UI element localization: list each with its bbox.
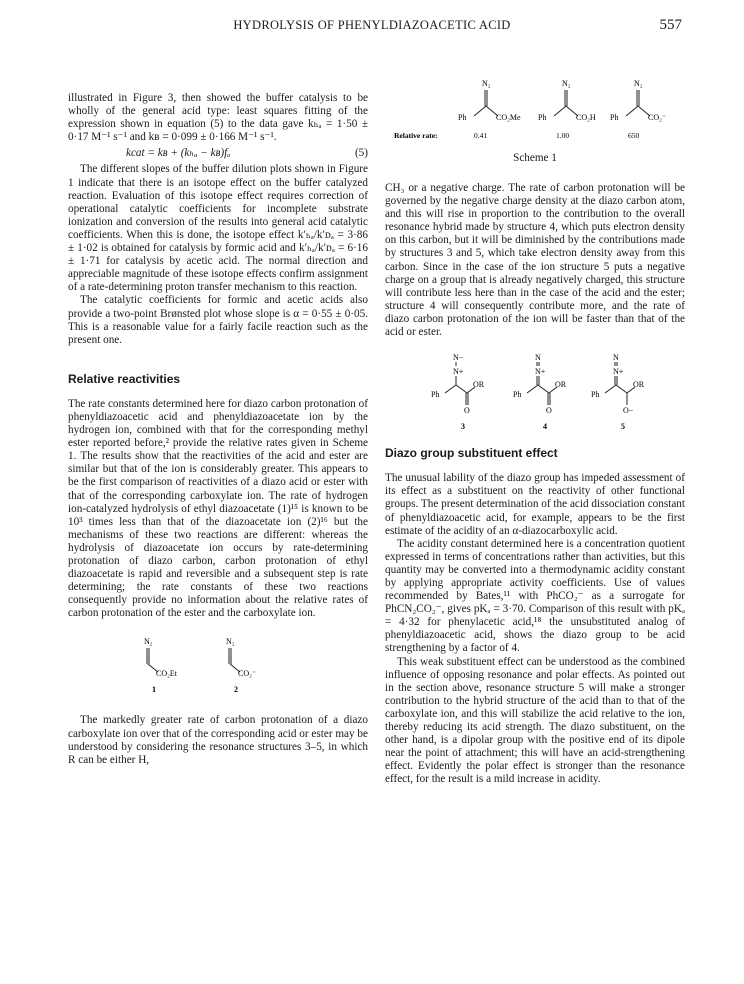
paragraph: The markedly greater rate of carbon protonation of a diazo carboxylate ion over that of the corresponding acid or ester may be understood by considering the resonance structures 3–5, in which R can be either H,: [68, 714, 368, 766]
group-label: CO₂⁻: [648, 113, 667, 122]
rate-value: 0.41: [474, 131, 488, 140]
equation-expression: k⁣cat = kʙ + (kₕₐ − kʙ)fₐ: [126, 147, 231, 160]
paragraph: The different slopes of the buffer dilution plots shown in Figure 1 indicate that there is an isotope effect on the buffer catalyzed reaction. Evaluation of this isotope effect requires correction of operational catalytic coefficients for incomplete substrate ionization and conversion of the results into general acid catalytic coefficients. When this is done, the isotope effect k′ₕₐ/k′ᴅₐ = 3·86 ± 1·02 is obtained for catalysis by formic acid and k′ₕₐ/k′ᴅₐ = 6·16 ± 1·71 for catalysis by acetic acid. The normal direction and appreciable magnitude of these isotope effects confirm assignment of a rate-determining proton transfer mechanism to this reaction.: [68, 163, 368, 294]
section-heading: Relative reactivities: [68, 371, 181, 386]
top-atom: N−: [453, 353, 464, 363]
paragraph: The rate constants determined here for diazo carbon protonation of phenyldiazoacetic acid and phenyldiazoacetate ion by the hydrogen ion, combined with that for the corresponding methyl ester reported before,² provide the relative rates given in Scheme 1. The results show that the reactivities of the acid and ester are similar but that of the ion is considerably greater. This appears to be the first comparison of reactivities of a diazo acid or ester with that of the corresponding carboxylate ion. The rate of hydrogen ion-catalyzed hydrolysis of ethyl diazoacetate (1)¹⁵ is known to be 10³ times less than that of the diazoacetate ion (2)¹⁶ but the mechanisms of these two reactions are different: whereas the hydrolysis of diazoacetate ion occurs by rate-determining protonation of diazo carbon, carbon protonation of ethyl diazoacetate is rapid and reversible and a subsequent step is rate determining; the rate constants of these two reactions consequently provide no information about the relative rates of carbon protonation of the ester and the carboxylate ion.: [68, 397, 368, 620]
rate-value: 1.00: [556, 131, 570, 140]
diazo-label: N₂: [562, 79, 571, 88]
scheme-structure-ester: [458, 79, 521, 140]
scheme-structure-anion: [610, 79, 666, 140]
structures-3-5: [385, 351, 685, 431]
diazo-label: N₂: [144, 637, 153, 647]
scheme-1: [390, 72, 680, 172]
structure-3: [431, 353, 485, 431]
mid-atom: N+: [453, 367, 464, 377]
group-label: CO₂H: [576, 113, 596, 122]
scheme-structure-acid: [538, 79, 596, 140]
compound-number: 4: [543, 422, 547, 432]
structure-4: [513, 353, 567, 431]
top-atom: N: [535, 353, 541, 363]
aryl-label: Ph: [591, 390, 600, 400]
group-label: CO₂Me: [496, 113, 521, 122]
compound-number: 5: [621, 422, 625, 432]
page-header: [62, 18, 682, 38]
group-label: OR: [555, 380, 567, 390]
aryl-label: Ph: [431, 390, 440, 400]
aryl-label: Ph: [610, 113, 619, 122]
right-column: [385, 182, 685, 786]
structures-3-5-drawing: [385, 351, 685, 431]
equation-number: (5): [354, 147, 368, 160]
aryl-label: Ph: [458, 113, 467, 122]
structure-2: [226, 637, 256, 694]
running-title: HYDROLYSIS OF PHENYLDIAZOACETIC ACID: [233, 18, 511, 32]
compound-number: 1: [152, 685, 156, 695]
equation-5: [68, 144, 368, 163]
structures-1-2-drawing: [68, 634, 368, 696]
diazo-label: N₂: [634, 79, 643, 88]
paragraph: This weak substituent effect can be understood as the combined influence of opposing resonance and polar effects. As pointed out in the section above, resonance structure 5 will make a stronger contribution to the hybrid structure of the acid than to that of the carboxylate ion, and this will stabilize the acid relative to the ion, thereby reducing its acid strength. The diazo substituent, on the other hand, is a dipolar group with the positive end of its dipole near the point of attachment; this will have an acid-strengthening effect. Evidently the polar effect is stronger than the resonance effect, for the result is a mild increase in acidity.: [385, 655, 685, 786]
group-label: CO₂⁻: [238, 669, 257, 679]
scheme-caption: Scheme 1: [513, 152, 557, 164]
page-number: 557: [659, 17, 682, 33]
left-column: [68, 92, 368, 767]
mid-atom: N+: [535, 367, 546, 377]
scheme-1-structures: [390, 72, 680, 152]
paragraph: illustrated in Figure 3, then showed the buffer catalysis to be wholly of the general acid type: least squares fitting of the expression shown in equation (5) to the data gave kₕₐ = 1·50 ± 0·17 M⁻¹ s⁻¹ and kʙ = 0·099 ± 0·166 M⁻¹ s⁻¹.: [68, 92, 368, 144]
section-heading: Diazo group substituent effect: [385, 446, 558, 461]
compound-number: 3: [461, 422, 465, 432]
paragraph: The catalytic coefficients for formic and acetic acids also provide a two-point Brønsted plot whose slope is α = 0·55 ± 0·05. This is a reasonable value for a fairly facile reaction such as the present one.: [68, 294, 368, 346]
paragraph: The acidity constant determined here is a concentration quotient expressed in terms of concentrations rather than activities, but this quantity may be converted into a thermodynamic acidity constant by applying appropriate activity coefficients. Use of values recommended by Bates,¹¹ with PhCO₂⁻ as a surrogate for PhCN₂CO₂⁻, gives pKₐ = 3·70. Comparison of this result with pKₐ = 4·32 for phenylacetic acid,¹⁸ the unsubstituted analog of phenyldiazoacetic acid, shows the diazo group to be acid strengthening by a factor of 4.: [385, 537, 685, 655]
structure-1: [144, 637, 178, 694]
aryl-label: Ph: [513, 390, 522, 400]
paragraph: The unusual lability of the diazo group has impeded assessment of its effect as a substituent on the reactivity of other functional groups. The present determination of the acid dissociation constant of phenyldiazoacetic acid, for example, appears to be the first estimate of the acidity of an α-diazocarboxylic acid.: [385, 472, 685, 537]
diazo-label: N₂: [482, 79, 491, 88]
compound-number: 2: [234, 685, 238, 695]
bottom-atom: O−: [623, 406, 634, 416]
mid-atom: N+: [613, 367, 624, 377]
top-atom: N: [613, 353, 619, 363]
aryl-label: Ph: [538, 113, 547, 122]
group-label: OR: [633, 380, 645, 390]
rate-value: 650: [628, 131, 640, 140]
bottom-atom: O: [546, 406, 552, 416]
bottom-atom: O: [464, 406, 470, 416]
paragraph: CH₃ or a negative charge. The rate of carbon protonation will be governed by the negative charge density at the diazo carbon atom, and this will rise in proportion to the contribution to the overall resonance hybrid made by structure 4, which puts electron density on this carbon, but it will be diminished by the contributions made by structures 3 and 5, which take electron density away from this carbon. Since in the case of the ion structure 5 puts a negative charge on a group that is already negatively charged, this structure will contribute less here than in the case of the acid and the ester; structure 4 will consequently contribute more, and the rate of diazo carbon protonation of the ion will be faster than that of the acid or ester.: [385, 182, 685, 339]
diazo-label: N₂: [226, 637, 235, 647]
structure-5: [591, 353, 645, 431]
relative-rate-label: Relative rate:: [394, 131, 438, 140]
group-label: CO₂Et: [156, 669, 178, 679]
group-label: OR: [473, 380, 485, 390]
structures-1-2: [68, 634, 368, 696]
